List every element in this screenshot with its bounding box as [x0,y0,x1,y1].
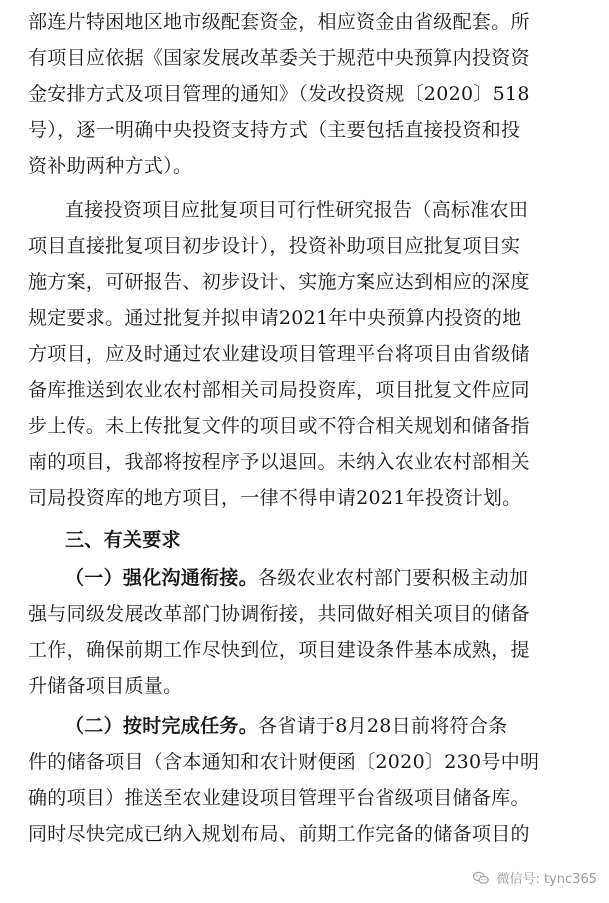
watermark-text: 微信号: tync365 [496,872,597,887]
text-line [65,198,528,222]
wechat-icon [472,869,490,887]
line-text: 号），逐一明确中央投资支持方式（主要包括直接投资和投 [28,119,521,141]
line-text: 方项目，应及时通过农业建设项目管理平台将项目由省级储 [28,343,530,365]
text-line [28,10,530,34]
text-line [28,270,530,294]
subheading-label: （一）强化沟通衔接。 [65,567,259,589]
line-text: 备库推送到农业农村部相关司局投资库，项目批复文件应同 [28,379,530,401]
text-line [28,674,182,698]
subheading-label: （二）按时完成任务。 [65,715,259,737]
text-line [65,714,507,738]
text-line [28,378,530,402]
watermark [472,868,597,887]
text-line [28,342,530,366]
text-line [28,414,530,438]
text-line [28,602,530,626]
line-text: 同时尽快完成已纳入规划布局、前期工作完备的储备项目的 [28,823,530,845]
text-line [28,750,539,774]
line-text: 直接投资项目应批复项目可行性研究报告（高标准农田 [65,199,529,221]
line-text: 规定要求。通过批复并拟申请2021年中央预算内投资的地 [28,307,522,329]
line-text: 各省请于8月28日前将符合条 [258,715,508,737]
section-heading [65,528,181,552]
line-text: 升储备项目质量。 [28,675,183,697]
line-text: 部连片特困地区地市级配套资金，相应资金由省级配套。所 [28,11,530,33]
line-text: 步上传。未上传批复文件的项目或不符合相关规划和储备指 [28,415,530,437]
line-text: 金安排方式及项目管理的通知》（发改投资规〔2020〕518 [28,83,530,105]
text-line [28,154,192,178]
line-text: 确的项目）推送至农业建设项目管理平台省级项目储备库。 [28,787,530,809]
text-line [28,786,530,810]
line-text: 件的储备项目（含本通知和农计财便函〔2020〕230号中明 [28,751,540,773]
line-text: 强与同级发展改革部门协调衔接，共同做好相关项目的储备 [28,603,530,625]
text-line [28,46,530,70]
text-line [28,234,520,258]
line-text: 各级农业农村部门要积极主动加 [258,567,529,589]
line-text: 有项目应依据《国家发展改革委关于规范中央预算内投资资 [28,47,530,69]
line-text: 资补助两种方式）。 [28,155,193,177]
line-text: 三、有关要求 [65,529,181,551]
line-text: 南的项目，我部将按程序予以退回。未纳入农业农村部相关 [28,451,530,473]
line-text: 司局投资库的地方项目，一律不得申请2021年投资计划。 [28,487,522,509]
text-line [28,822,530,846]
line-text: 项目直接批复项目初步设计），投资补助项目应批复项目实 [28,235,521,257]
text-line [28,118,520,142]
text-line [28,486,521,510]
text-line [28,82,530,106]
line-text: 施方案，可研报告、初步设计、实施方案应达到相应的深度 [28,271,530,293]
text-line [28,638,530,662]
text-line [28,450,530,474]
text-line [28,306,521,330]
text-line [65,566,528,590]
line-text: 工作，确保前期工作尽快到位，项目建设条件基本成熟，提 [28,639,530,661]
